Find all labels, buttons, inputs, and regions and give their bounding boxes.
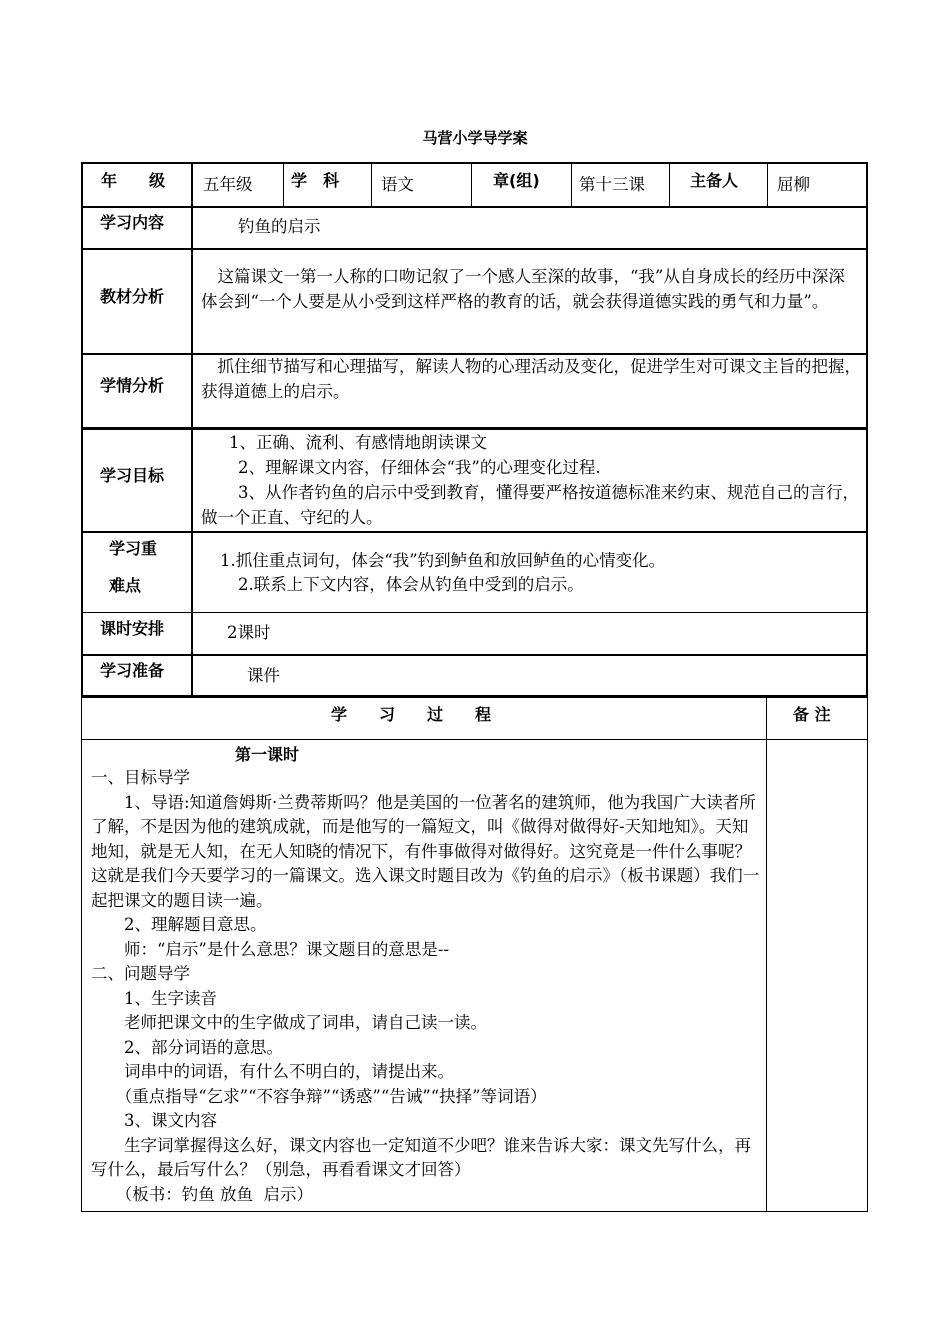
content-label: 学习内容: [100, 213, 165, 232]
process-line: 1、导语:知道詹姆斯·兰费蒂斯吗？他是美国的一位著名的建筑师，他为我国广大读者所了解，不是因为他的建筑成就，而是他写的一篇短文，叫《做得对做得好-天知地知》。天知地知，就是无人知，在无人知晓的情况下，有件事做得对做得好。这究竟是一件什么事呢？这就是我们今天要学习的一篇课文。选入课文时题目改为《钓鱼的启示》（板书课题）我们一起把课文的题目读一遍。: [91, 792, 760, 910]
key-points-label-line1: 学习重: [109, 539, 158, 558]
student-analysis-value: 抓住细节描写和心理描写，解读人物的心理活动及变化，促进学生对可课文主旨的把握，获得道德上的启示。: [201, 357, 861, 401]
process-line: 词串中的词语，有什么不明白的，请提出来。: [91, 1062, 454, 1081]
goals-label: 学习目标: [100, 466, 165, 485]
lesson-plan-table: [81, 162, 868, 1212]
process-line: 生字词掌握得这么好，课文内容也一定知道不少吧？谁来告诉大家：课文先写什么，再写什么，最后写什么？（别急，再看看课文才回答）: [91, 1135, 751, 1179]
content-value: 钓鱼的启示: [238, 217, 321, 236]
notes-column-divider: [766, 696, 767, 1212]
process-line: 一、目标导学: [91, 768, 190, 787]
key-point-item: 1.抓住重点词句，体会“我”钓到鲈鱼和放回鲈鱼的心情变化。: [220, 551, 666, 570]
preparer-label: 主备人: [690, 171, 739, 190]
process-line: 1、生字读音: [91, 988, 217, 1008]
process-line: 2、理解题目意思。: [91, 915, 267, 934]
grade-value: 五年级: [203, 175, 253, 194]
student-analysis-label: 学情分析: [100, 376, 165, 395]
lesson-title: 第一课时: [235, 745, 300, 764]
process-line: （重点指导“乞求”“不容争辩”“诱惑”“告诫”“抉择”等词语）: [91, 1086, 547, 1106]
hours-label: 课时安排: [100, 619, 165, 638]
prep-value: 课件: [247, 666, 280, 685]
key-point-item: 2.联系上下文内容，体会从钓鱼中受到的启示。: [238, 575, 584, 594]
notes-header: 备 注: [793, 705, 831, 724]
row-divider: [81, 427, 868, 430]
header-col-divider: [767, 162, 768, 207]
process-line: 师：“启示”是什么意思？课文题目的意思是--: [91, 939, 450, 959]
process-line: 老师把课文中的生字做成了词串，请自己读一读。: [91, 1013, 487, 1032]
row-divider: [81, 654, 868, 656]
row-divider: [81, 248, 868, 250]
hours-value: 2课时: [227, 623, 271, 642]
goal-item: 1、正确、流利、有感情地朗读课文: [229, 433, 487, 452]
process-line: （板书：钓鱼 放鱼 启示）: [91, 1184, 313, 1204]
goal-item: 2、理解课文内容，仔细体会“我”的心理变化过程.: [238, 458, 601, 477]
process-line: 二、问题导学: [91, 964, 190, 983]
header-col-divider: [283, 162, 284, 207]
chapter-value: 第十三课: [579, 175, 645, 194]
process-body: [91, 766, 761, 1207]
chapter-label: 章(组): [493, 171, 540, 190]
preparer-value: 屈柳: [777, 175, 810, 194]
prep-label: 学习准备: [100, 661, 165, 680]
key-points-label-line2: 难点: [109, 576, 142, 595]
header-col-divider: [471, 162, 472, 207]
header-col-divider: [669, 162, 670, 207]
row-divider: [81, 531, 868, 533]
document-title: 马营小学导学案: [422, 129, 528, 147]
process-header-divider: [81, 739, 868, 740]
material-value: 这篇课文一第一人称的口吻记叙了一个感人至深的故事，“我”从自身成长的经历中深深体会到“一个人要是从小受到这样严格的教育的话，就会获得道德实践的勇气和力量”。: [201, 267, 845, 311]
process-line: 2、部分词语的意思。: [91, 1037, 283, 1057]
header-col-divider: [571, 162, 572, 207]
process-line: 3、课文内容: [91, 1111, 217, 1130]
subject-value: 语文: [381, 175, 414, 194]
header-col-divider: [371, 162, 372, 207]
grade-label: 年 级: [101, 171, 166, 190]
row-divider: [81, 206, 868, 208]
process-header: 学 习 过 程: [331, 705, 492, 724]
goal-item: 3、从作者钓鱼的启示中受到教育，懂得要严格按道德标准来约束、规范自己的言行，做一个正直、守纪的人。: [201, 483, 859, 527]
subject-label: 学 科: [291, 171, 340, 190]
material-label: 教材分析: [100, 287, 165, 306]
